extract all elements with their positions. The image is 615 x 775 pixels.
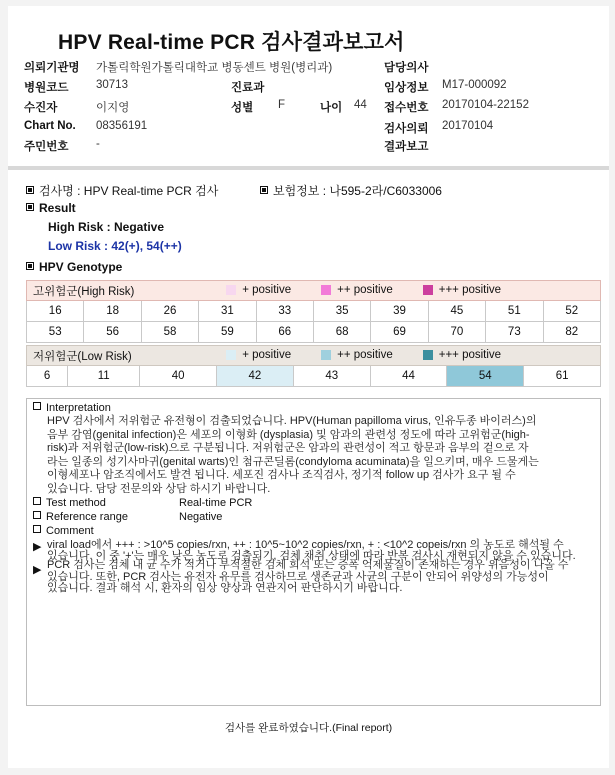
high-risk-legend-item: [423, 284, 501, 296]
genotype-cell: 26: [141, 301, 198, 322]
age-value: 44: [354, 99, 367, 111]
reference-range-row: [33, 511, 128, 523]
reference-range-label: Reference range: [46, 511, 128, 523]
arrow-icon: ▶: [33, 541, 42, 553]
interpretation-text: [47, 415, 597, 496]
sex-label: 성별: [231, 102, 254, 114]
genotype-cell: 44: [370, 366, 447, 387]
genotype-cell: 39: [371, 301, 428, 322]
interpretation-box: [26, 398, 601, 706]
legend-label: +++ positive: [438, 283, 502, 296]
test-method-value: Real-time PCR: [179, 497, 253, 509]
genotype-cell: 33: [256, 301, 313, 322]
chart-no-label: Chart No.: [24, 120, 76, 132]
age-label: 나이: [320, 102, 343, 114]
comment-2: [47, 560, 599, 595]
genotype-cell: 53: [27, 322, 84, 343]
institution-label: 의뢰기관명: [24, 62, 80, 74]
insurance-info: 보험정보 : 나595-2라/C6033006: [273, 184, 442, 198]
clinical-info-label: 임상정보: [384, 82, 429, 94]
comment-heading: [33, 525, 94, 537]
test-method-row: [33, 497, 106, 509]
dept-label: 진료과: [231, 82, 265, 94]
low-risk-legend-item: [423, 349, 501, 361]
id-value: -: [96, 138, 100, 150]
hospital-code-label: 병원코드: [24, 82, 69, 94]
text-line: 이형세포나 암조직에서도 발견 됩니다. 세포진 검사나 조직검사, 정기적 follow up 검사가 요구 될 수: [47, 469, 516, 481]
high-risk-title: 고위험군(High Risk): [33, 285, 135, 298]
genotype-cell: 42: [217, 366, 294, 387]
arrow-icon: ▶: [33, 564, 42, 576]
receipt-value: 20170104-22152: [442, 99, 529, 111]
legend-swatch: [321, 350, 331, 360]
test-name: 검사명 : HPV Real-time PCR 검사: [39, 184, 219, 198]
genotype-heading: HPV Genotype: [39, 260, 123, 274]
text-line: HPV 검사에서 저위험군 유전형이 검출되었습니다. HPV(Human papilloma virus, 인유두종 바이러스)의: [47, 415, 537, 427]
genotype-cell: 70: [428, 322, 485, 343]
id-label: 주민번호: [24, 141, 69, 153]
bullet-box-icon: [33, 525, 41, 533]
high-risk-table: [26, 280, 601, 343]
genotype-cell: 6: [27, 366, 68, 387]
genotype-cell: 59: [199, 322, 256, 343]
bullet-box-icon: [260, 186, 268, 194]
genotype-cell: 73: [486, 322, 543, 343]
legend-label: + positive: [242, 348, 292, 361]
bullet-box-icon: [33, 511, 41, 519]
genotype-cell: 35: [313, 301, 370, 322]
low-risk-header: [27, 346, 601, 366]
clinical-info-value: M17-000092: [442, 79, 507, 91]
legend-label: +++ positive: [438, 348, 502, 361]
low-risk-result: Low Risk : 42(+), 54(++): [48, 239, 182, 253]
legend-label: ++ positive: [337, 283, 393, 296]
low-risk-legend-item: [321, 349, 393, 361]
genotype-cell: 58: [141, 322, 198, 343]
interpretation-heading: [33, 402, 111, 414]
request-label: 검사의뢰: [384, 123, 429, 135]
genotype-cell: 82: [543, 322, 600, 343]
genotype-cell: 40: [140, 366, 217, 387]
patient-label: 수진자: [24, 102, 58, 114]
bullet-box-icon: [26, 262, 34, 270]
legend-swatch: [321, 285, 331, 295]
receipt-label: 접수번호: [384, 102, 429, 114]
genotype-cell: 61: [524, 366, 601, 387]
final-report-note: 검사를 완료하였습니다.(Final report): [224, 722, 393, 734]
genotype-cell: 43: [293, 366, 370, 387]
high-risk-legend-item: [226, 284, 291, 296]
result-report-label: 결과보고: [384, 141, 429, 153]
bullet-box-icon: [26, 186, 34, 194]
genotype-cell: 11: [68, 366, 140, 387]
genotype-section: [26, 260, 122, 274]
report-page: [8, 6, 609, 768]
high-risk-result: High Risk : Negative: [48, 220, 165, 234]
low-risk-title: 저위험군(Low Risk): [33, 350, 132, 363]
legend-swatch: [423, 350, 433, 360]
genotype-cell: 66: [256, 322, 313, 343]
low-risk-legend: [226, 348, 531, 363]
sex-value: F: [278, 99, 286, 111]
text-line: 있습니다. 담당 전문의와 상담 하시기 바랍니다.: [47, 482, 271, 495]
high-risk-header: [27, 281, 601, 301]
genotype-cell: 69: [371, 322, 428, 343]
bullet-box-icon: [33, 402, 41, 410]
legend-swatch: [423, 285, 433, 295]
high-risk-row: [27, 301, 601, 322]
header-divider: [8, 166, 609, 170]
test-name-line: [26, 182, 218, 199]
reference-range-value: Negative: [179, 511, 223, 523]
institution-value: 가톨릭학원가톨릭대학교 병동센트 병원(병리과): [96, 62, 333, 74]
bullet-box-icon: [33, 497, 41, 505]
genotype-cell: 68: [313, 322, 370, 343]
insurance-line: [260, 182, 442, 199]
legend-label: ++ positive: [337, 348, 393, 361]
chart-no-value: 08356191: [96, 120, 148, 132]
legend-label: + positive: [242, 283, 292, 296]
low-risk-row: [27, 366, 601, 387]
text-line: risk)과 저위험군(low-risk)으로 구분됩니다. 저위험군은 암과의 관련성이 적고 항문과 음부의 겉으로 자: [47, 442, 529, 454]
text-line: viral load에서 +++ : >10^5 copies/rxn, ++ : 10^5~10^2 copies/rxn, + : <10^2 copeis/rxn 의 농도로 해석될 수: [47, 539, 564, 551]
genotype-cell: 31: [199, 301, 256, 322]
genotype-cell: 56: [84, 322, 141, 343]
genotype-cell: 51: [486, 301, 543, 322]
request-value: 20170104: [442, 120, 494, 132]
genotype-cell: 18: [84, 301, 141, 322]
high-risk-legend: [226, 283, 531, 298]
hospital-code-value: 30713: [96, 79, 128, 91]
doctor-label: 담당의사: [384, 62, 429, 74]
patient-value: 이지영: [96, 102, 130, 114]
genotype-cell: 54: [447, 366, 524, 387]
comment-label: Comment: [46, 525, 94, 537]
low-risk-table: [26, 345, 601, 387]
text-line: 있습니다. 또한, PCR 검사는 유전자 유무를 검사하므로 생존균과 사균의 구분이 안되어 위양성의 가능성이: [47, 570, 549, 583]
legend-swatch: [226, 285, 236, 295]
result-heading: Result: [39, 201, 76, 215]
result-section: [26, 201, 76, 215]
high-risk-row: [27, 322, 601, 343]
text-line: PCR 검사는 검체 내 균 수가 적거나 부적절한 검체 희석 또는 증폭 억제물질이 존재하는 경우 위음성이 나올 수: [47, 559, 569, 571]
text-line: 있습니다. 이 중 '+'는 매우 낮은 농도로 검출되기, 검체 채취 상태에 따라 반복 검사시 재현되지 않을 수 있습니다.: [47, 550, 576, 562]
low-risk-legend-item: [226, 349, 291, 361]
genotype-cell: 45: [428, 301, 485, 322]
test-method-label: Test method: [46, 497, 106, 509]
bullet-box-icon: [26, 203, 34, 211]
legend-swatch: [226, 350, 236, 360]
text-line: 라는 일종의 성기사마귀(genital warts)인 첨규콘딜롬(condyloma acuminata)을 일으키며, 매우 드물게는: [47, 455, 539, 468]
interpretation-label: Interpretation: [46, 402, 111, 414]
genotype-cell: 52: [543, 301, 600, 322]
report-title: HPV Real-time PCR 검사결과보고서: [58, 31, 405, 54]
text-line: 있습니다. 결과 해석 시, 환자의 임상 양상과 연관지어 판단하시기 바랍니다.: [47, 582, 403, 594]
high-risk-legend-item: [321, 284, 393, 296]
genotype-cell: 16: [27, 301, 84, 322]
text-line: 음부 감염(genital infection)은 세포의 이형화 (dysplasia) 및 암과의 관련성 정도에 따라 고위험군(high-: [47, 428, 530, 441]
